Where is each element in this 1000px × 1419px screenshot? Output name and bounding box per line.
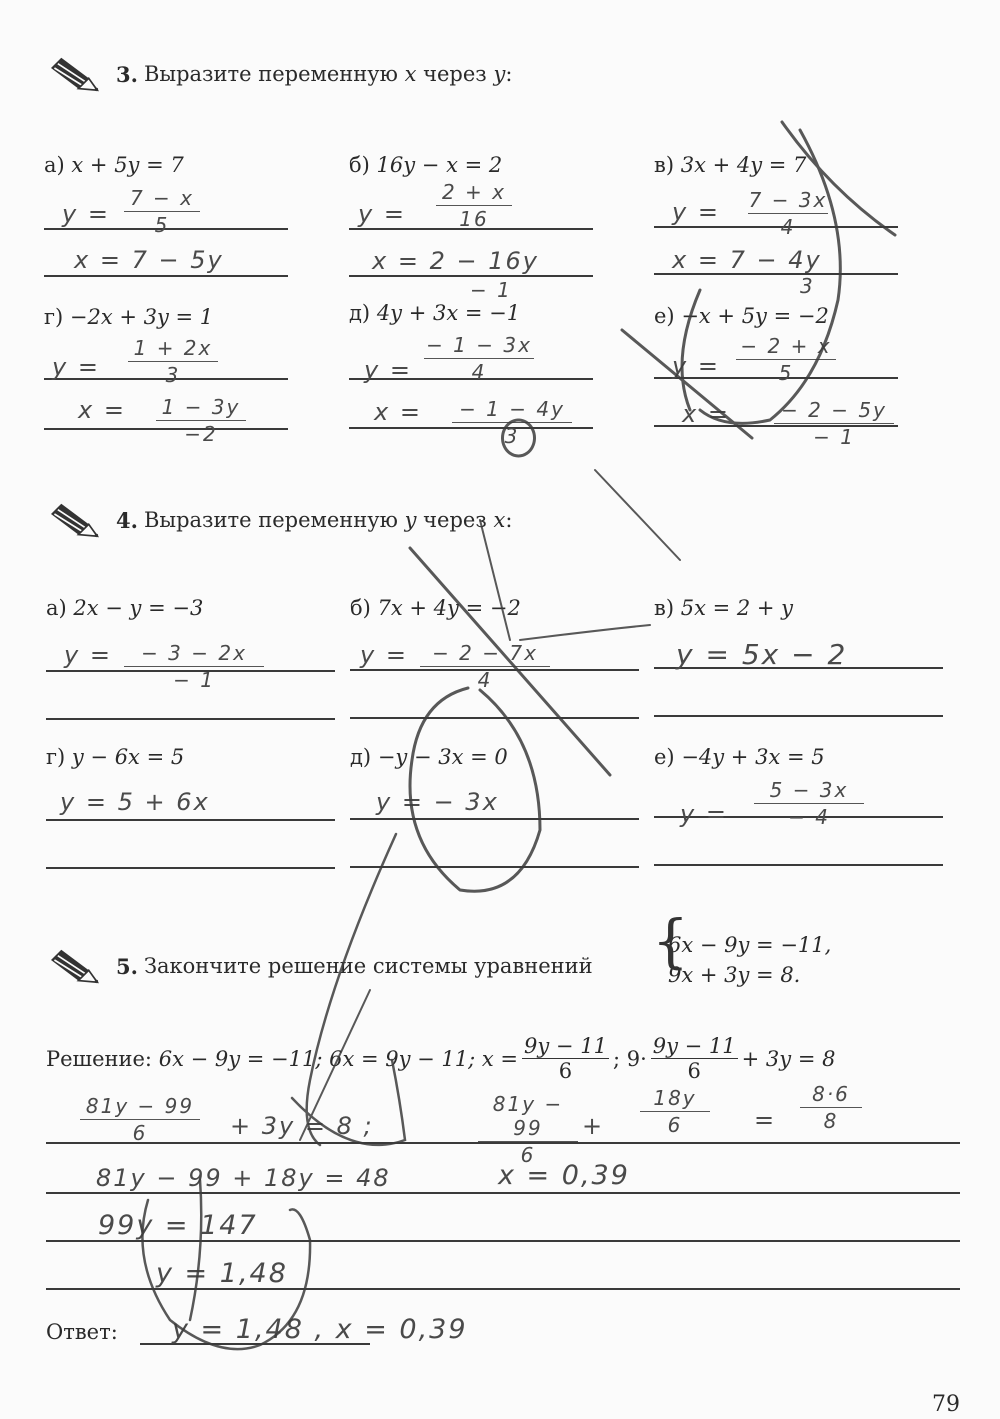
- equation-system: { 6x − 9y = −11, 9x + 3y = 8.: [652, 907, 832, 987]
- problem-3b: б) 16y − x = 2: [349, 153, 503, 177]
- task-4-heading: [46, 502, 512, 538]
- handwritten-fraction: − 2 + x 5: [736, 334, 836, 385]
- handwritten-answer: x =: [78, 396, 126, 424]
- handwritten-fraction: 7 − x 5: [124, 186, 200, 237]
- handwritten-work: 99y = 147: [98, 1210, 258, 1241]
- answer-line: [654, 715, 943, 717]
- answer-line: [350, 818, 639, 820]
- answer-line: [44, 275, 288, 277]
- handwritten-fraction: 81y − 99 6: [478, 1092, 578, 1167]
- answer-line: [46, 718, 335, 720]
- pencil-icon: [46, 948, 104, 984]
- handwritten-fraction: 7 − 3x 4: [748, 188, 828, 239]
- task-title: Закончите решение системы уравнений: [143, 954, 593, 978]
- task-5-heading: [46, 948, 593, 984]
- task-title: Выразите переменную x через y:: [143, 62, 513, 86]
- pencil-icon: [46, 502, 104, 538]
- handwritten-fraction: 5 − 3x − 4: [754, 778, 864, 829]
- pencil-icon: [46, 56, 104, 92]
- handwritten-answer: y =: [672, 198, 720, 226]
- task-number: 3.: [116, 61, 138, 87]
- handwritten-work: x = 0,39: [498, 1160, 630, 1191]
- handwritten-work: =: [754, 1106, 777, 1134]
- handwritten-answer: y =: [672, 352, 720, 380]
- handwritten-fraction: − 1 − 3x 4: [424, 333, 534, 384]
- answer-line: [46, 867, 335, 869]
- handwritten-fraction: − 3 − 2x − 1: [124, 641, 264, 692]
- handwritten-answer: y =: [52, 353, 100, 381]
- solution-line: Решение: 6x − 9y = −11; 6x = 9y − 11; x = $\frac{9y - 11}{6}$ ; 9· 9y − 11 6 + 3y = 8: [46, 1034, 836, 1083]
- handwritten-answer: − 1: [470, 278, 512, 302]
- handwritten-answer: y = 5 + 6x: [60, 788, 210, 816]
- answer-line: [46, 819, 335, 821]
- handwritten-answer: y =: [64, 641, 112, 669]
- problem-3d: д) 4y + 3x = −1: [349, 301, 521, 325]
- problem-4g: г) y − 6x = 5: [46, 745, 185, 769]
- problem-3g: г) −2x + 3y = 1: [44, 305, 214, 329]
- problem-3a: а) x + 5y = 7: [44, 153, 184, 177]
- handwritten-fraction: 2 + x 16: [436, 180, 512, 231]
- task-3-heading: [46, 56, 512, 92]
- page-number: 79: [932, 1392, 960, 1417]
- handwritten-answer: x =: [374, 398, 422, 426]
- handwritten-fraction: 1 − 3y −2: [156, 395, 246, 446]
- problem-4e: е) −4y + 3x = 5: [654, 745, 825, 769]
- handwritten-fraction: 1 + 2x 3: [128, 336, 218, 387]
- task-number: 5.: [116, 953, 138, 979]
- handwritten-answer: y =: [360, 641, 408, 669]
- handwritten-answer: x = 2 − 16y: [372, 247, 539, 275]
- writing-line: [46, 1192, 960, 1194]
- handwritten-fraction: 18y 6: [640, 1086, 710, 1137]
- problem-4a: а) 2x − y = −3: [46, 596, 204, 620]
- handwritten-answer: y =: [364, 356, 412, 384]
- brace-icon: {: [652, 907, 689, 975]
- problem-3v: в) 3x + 4y = 7: [654, 153, 807, 177]
- handwritten-fraction: − 1 − 4y 3: [452, 397, 572, 448]
- handwritten-answer: x =: [682, 400, 730, 428]
- handwritten-answer: y = − 3x: [376, 788, 499, 816]
- handwritten-answer: y =: [680, 800, 728, 828]
- handwritten-fraction: 81y − 99 6: [80, 1094, 200, 1145]
- handwritten-work: +: [582, 1112, 605, 1140]
- problem-4d: д) −y − 3x = 0: [350, 745, 508, 769]
- handwritten-answer: x = 7 − 5y: [74, 246, 224, 274]
- task-number: 4.: [116, 507, 138, 533]
- handwritten-answer: 3: [800, 274, 815, 298]
- handwritten-work: 81y − 99 + 18y = 48: [96, 1164, 391, 1192]
- task-title: Выразите переменную y через x:: [143, 508, 513, 532]
- handwritten-answer: x = 7 − 4y: [672, 246, 822, 274]
- handwritten-fraction: − 2 − 5y − 1: [774, 398, 894, 449]
- handwritten-answer: y = 5x − 2: [676, 638, 848, 671]
- answer-label: Ответ:: [46, 1320, 118, 1344]
- problem-4v: в) 5x = 2 + y: [654, 596, 794, 620]
- problem-3e: е) −x + 5y = −2: [654, 304, 829, 328]
- answer-line: [349, 275, 593, 277]
- handwritten-answer: y = 1,48 , x = 0,39: [172, 1314, 468, 1345]
- handwritten-fraction: 8·6 8: [800, 1082, 862, 1133]
- answer-line: [350, 866, 639, 868]
- handwritten-answer: y =: [358, 200, 406, 228]
- handwritten-fraction: − 2 − 7x 4: [420, 641, 550, 692]
- problem-4b: б) 7x + 4y = −2: [350, 596, 521, 620]
- handwritten-answer: y =: [62, 200, 110, 228]
- handwritten-work: + 3y = 8 ;: [230, 1112, 374, 1140]
- answer-line: [654, 864, 943, 866]
- answer-line: [350, 717, 639, 719]
- handwritten-work: y = 1,48: [156, 1258, 288, 1289]
